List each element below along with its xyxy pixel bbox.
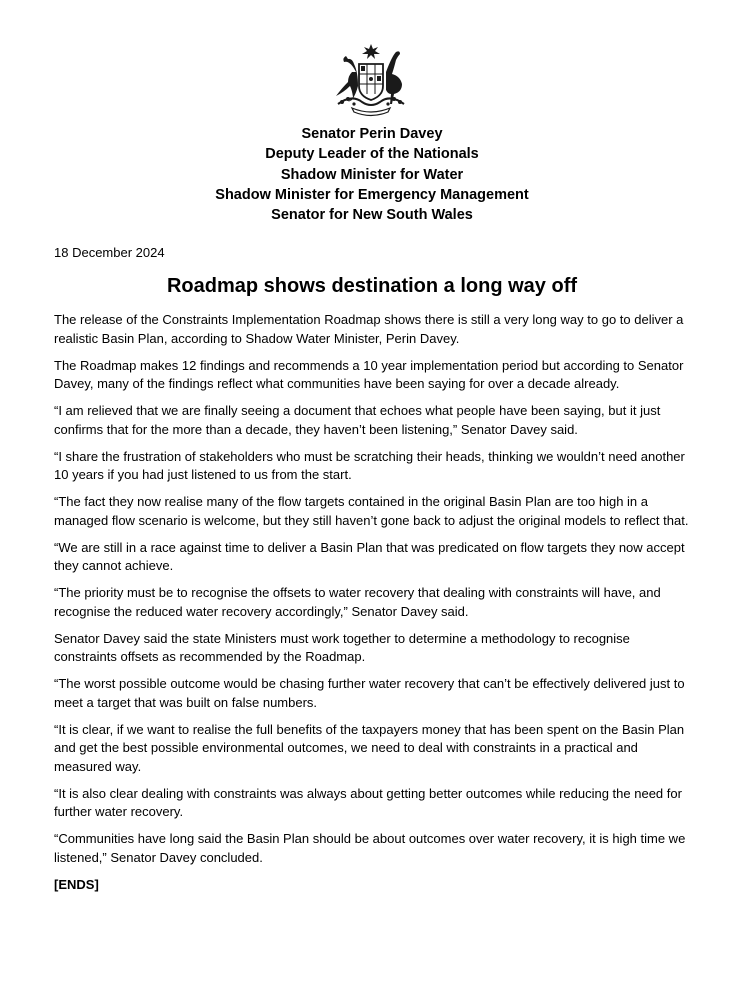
role-shadow-water: Shadow Minister for Water <box>280 166 464 183</box>
role-shadow-emergency: Shadow Minister for Emergency Management <box>215 186 529 203</box>
paragraph: “It is clear, if we want to realise the full benefits of the taxpayers money that has been spent on the Basin Plan and get the best possible environmental outcomes, we need to deal with constraints in a practical and measured way. <box>54 721 685 774</box>
paragraph: “The worst possible outcome would be chasing further water recovery that can’t be effectively delivered just to meet a target that was built on false numbers. <box>54 676 685 710</box>
paragraph: “The fact they now realise many of the flow targets contained in the original Basin Plan are too high in a managed flow scenario is welcome, but they still haven’t gone back to adjust the original models to reflect that. <box>54 494 689 528</box>
paragraph: The Roadmap makes 12 findings and recommends a 10 year implementation period but according to Senator Davey, many of the findings reflect what communities have been saying for over a decade already. <box>54 357 684 391</box>
senator-name: Senator Perin Davey <box>301 126 443 142</box>
paragraph: “The priority must be to recognise the offsets to water recovery that dealing with constraints will have, and recognise the reduced water recovery accordingly,” Senator Davey said. <box>54 585 661 619</box>
paragraph: “We are still in a race against time to deliver a Basin Plan that was predicated on flow targets they now accept they cannot achieve. <box>54 539 685 573</box>
senator-title-block <box>0 124 744 225</box>
paragraph: “I am relieved that we are finally seeing a document that echoes what people have been saying, but it just confirms that for the more than a decade, they haven’t been listening,” Senator Davey said. <box>54 403 661 437</box>
paragraph: Senator Davey said the state Ministers must work together to determine a methodology to recognise constraints offsets as recommended by the Roadmap. <box>54 630 630 664</box>
ends-marker: [ENDS] <box>54 876 99 892</box>
paragraph: The release of the Constraints Implementation Roadmap shows there is still a very long way to go to deliver a realistic Basin Plan, according to Shadow Water Minister, Perin Davey. <box>54 312 684 346</box>
headline: Roadmap shows destination a long way off <box>166 275 578 297</box>
coat-of-arms-icon <box>322 42 420 118</box>
paragraph: “It is also clear dealing with constraints was always about getting better outcomes while reducing the need for further water recovery. <box>54 785 682 819</box>
role-deputy-leader: Deputy Leader of the Nationals <box>265 146 479 163</box>
press-release-body <box>54 311 690 903</box>
release-date: 18 December 2024 <box>54 245 165 260</box>
paragraph: “Communities have long said the Basin Plan should be about outcomes over water recovery, it is high time we listened,” Senator Davey concluded. <box>54 831 686 865</box>
paragraph: “I share the frustration of stakeholders who must be scratching their heads, thinking we wouldn’t need another 10 years if you had just listened to us from the start. <box>54 448 685 482</box>
role-senator-nsw: Senator for New South Wales <box>271 207 473 224</box>
